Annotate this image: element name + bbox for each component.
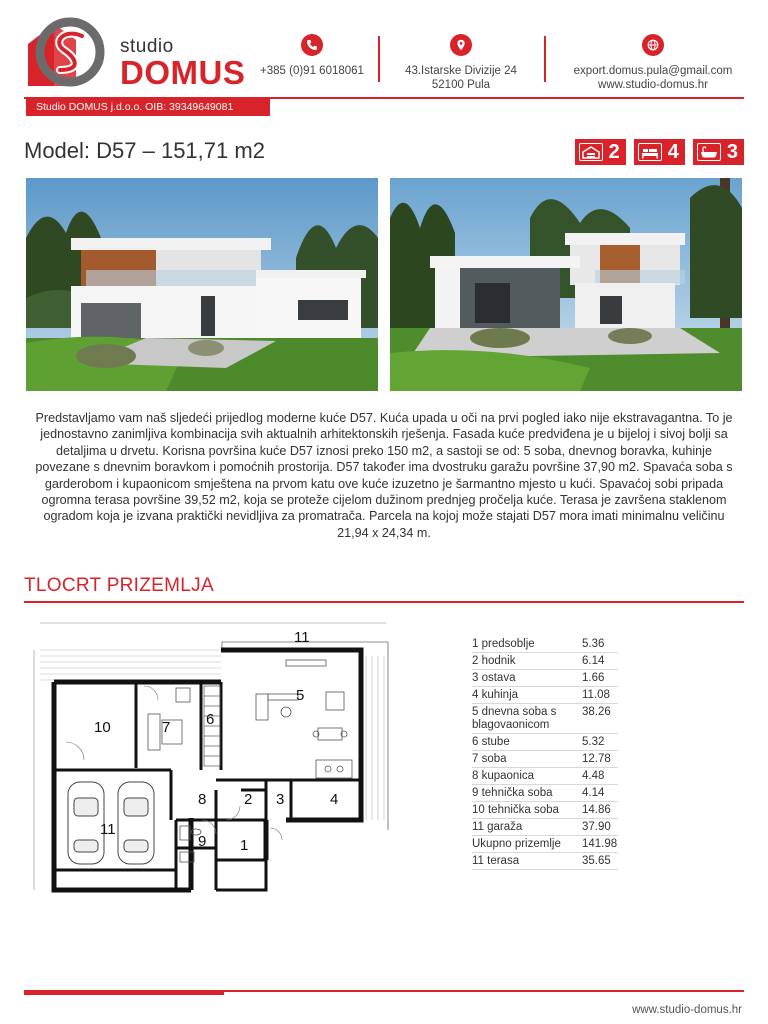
plan-label-2: 2	[244, 791, 253, 808]
ground-floor-plan	[26, 620, 394, 914]
header-divider	[544, 36, 546, 82]
plan-label-4: 4	[330, 791, 339, 808]
phone-icon	[301, 34, 323, 56]
plan-label-11-garage: 11	[100, 821, 116, 838]
bed-icon	[638, 143, 662, 161]
header-divider	[378, 36, 380, 82]
plan-label-1: 1	[240, 837, 249, 854]
plan-label-5: 5	[296, 687, 305, 704]
table-row: Ukupno prizemlje 141.98	[472, 836, 618, 853]
model-title: Model: D57 – 151,71 m2	[24, 138, 265, 163]
table-row: 2 hodnik 6.14	[472, 653, 618, 670]
plan-label-3: 3	[276, 791, 285, 808]
model-description: Predstavljamo vam naš sljedeći prijedlog moderne kuće D57. Kuća upada u oči na prvi pogled iako nije ekstravagantna. To je jednostavno zanimljiva kombinacija svih aktualnih arhitektonskih rješenja. Fasada kuće predviđena je u bijeloj i sivoj bolji sa detaljima u drvetu. Korisna površina kuće D57 iznosi preko 150 m2, a sastoji se od: 5 soba, dnevnog boravka, kuhinje povezane s dnevnim boravkom i pomoćnih prostorija. D57 također ima dvostruku garažu površine 37,90 m2. Spavaća soba s garderobom i kupaonicom smještena na prvom katu ove kuće izuzetno je šarmantno mjesto u kući. Spavaćoj sobi pripada ogromna terasa površine 39,52 m2, koja se proteže cijelom dužinom prednjeg pročelja kuće. Terasa je završena staklenom ogradom koja je izvana praktički nevidljiva za promatrača. Parcela na kojoj može stajati D57 mora imati minimalnu veličinu 21,94 x 24,34 m.	[35, 411, 733, 540]
table-row: 1 predsoblje 5.36	[472, 636, 618, 653]
phone-contact	[252, 34, 372, 78]
plan-label-6: 6	[206, 711, 215, 728]
address-contact	[392, 34, 530, 92]
house-render-side	[390, 178, 742, 391]
plan-label-8: 8	[198, 791, 207, 808]
table-row: 5 dnevna soba s blagovaonicom 38.26	[472, 704, 618, 734]
room-area-table	[472, 636, 618, 870]
bedroom-count: 4	[667, 140, 679, 163]
feature-badges	[575, 139, 744, 165]
footer-website-link[interactable]: www.studio-domus.hr	[632, 1004, 742, 1016]
section-divider	[24, 601, 744, 603]
logo-studio-text: studio	[120, 36, 174, 57]
bathroom-count: 3	[726, 140, 738, 163]
table-row: 6 stube 5.32	[472, 734, 618, 751]
section-title-ground-floor: TLOCRT PRIZEMLJA	[24, 575, 214, 596]
logo-domus-text: DOMUS	[120, 54, 246, 91]
logo-emblem-icon	[24, 14, 120, 88]
bathtub-icon	[697, 143, 721, 161]
garage-count: 2	[608, 140, 620, 163]
table-row: 10 tehnička soba 14.86	[472, 802, 618, 819]
plan-label-9: 9	[198, 833, 207, 850]
table-row: 11 terasa 35.65	[472, 853, 618, 870]
table-row: 9 tehnička soba 4.14	[472, 785, 618, 802]
house-render-front	[26, 178, 378, 391]
location-pin-icon	[450, 34, 472, 56]
table-row: 11 garaža 37.90	[472, 819, 618, 836]
garage-icon	[579, 143, 603, 161]
page-header	[0, 0, 768, 120]
table-row: 7 soba 12.78	[472, 751, 618, 768]
email-link[interactable]: export.domus.pula@gmail.com	[573, 65, 733, 77]
studio-domus-logo[interactable]	[24, 14, 246, 91]
plan-label-11-terrace: 11	[294, 629, 310, 646]
footer-accent	[24, 992, 224, 995]
phone-number[interactable]: +385 (0)91 6018061	[260, 65, 364, 77]
address-line-1: 43.Istarske Divizije 24	[405, 65, 517, 77]
address-line-2: 52100 Pula	[431, 79, 491, 91]
garage-badge	[575, 139, 626, 165]
website-link[interactable]: www.studio-domus.hr	[598, 79, 708, 91]
web-contact	[560, 34, 746, 92]
bathroom-badge	[693, 139, 744, 165]
table-row: 4 kuhinja 11.08	[472, 687, 618, 704]
plan-label-10: 10	[94, 719, 111, 736]
plan-label-7: 7	[162, 719, 171, 736]
table-row: 3 ostava 1.66	[472, 670, 618, 687]
company-oib-bar: Studio DOMUS j.d.o.o. OIB: 39349649081	[26, 99, 270, 116]
globe-icon	[642, 34, 664, 56]
bedroom-badge	[634, 139, 685, 165]
table-row: 8 kupaonica 4.48	[472, 768, 618, 785]
